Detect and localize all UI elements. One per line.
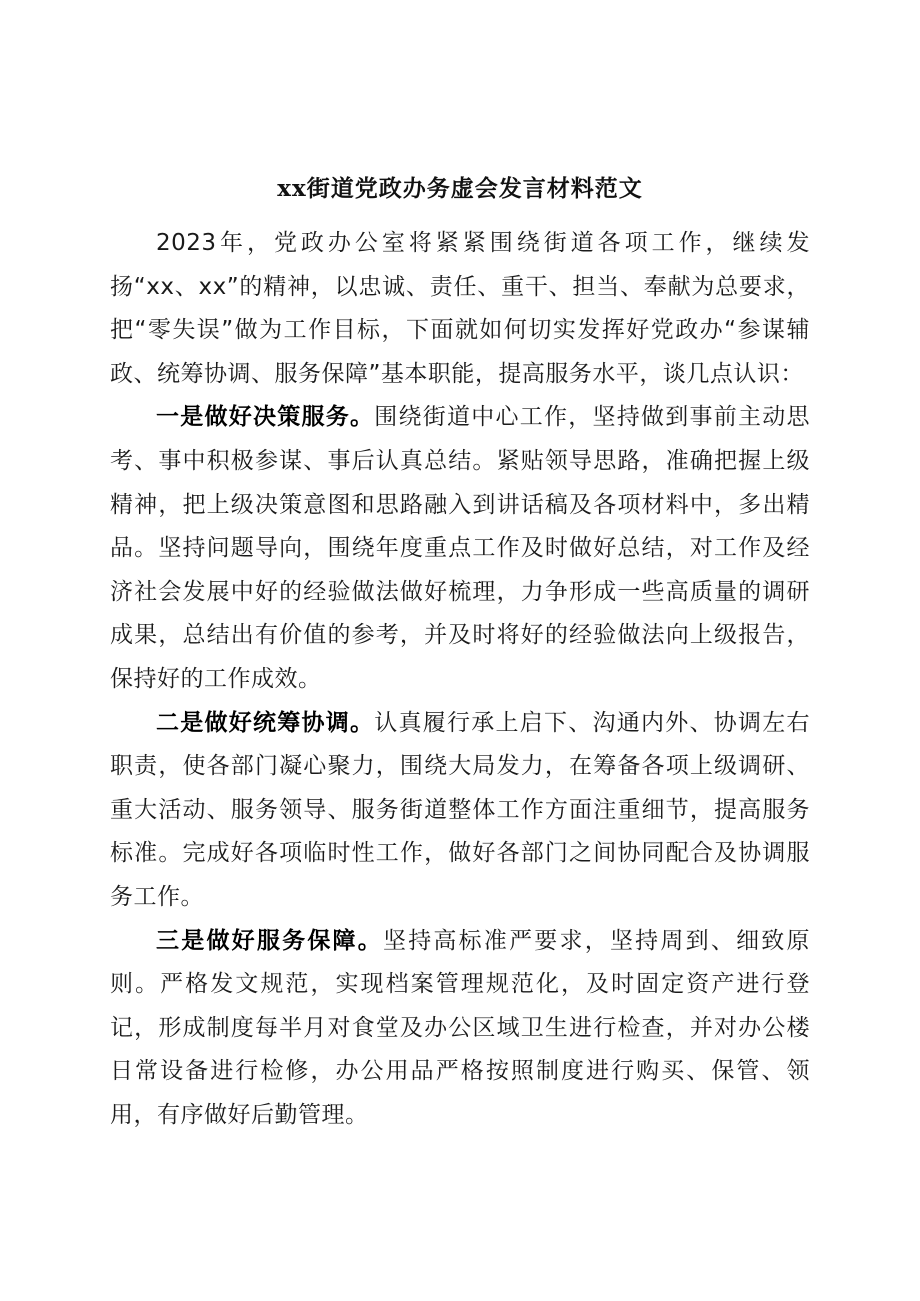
document-title: xx街道党政办务虚会发言材料范文 xyxy=(277,175,643,202)
section-heading-3: 三是做好服务保障。 xyxy=(156,927,383,954)
section-paragraph-3 xyxy=(110,920,810,1138)
document-body xyxy=(110,222,810,1137)
section-text-3: 坚持高标准严要求，坚持周到、细致原则。严格发文规范，实现档案管理规范化，及时固定资产进行登记，形成制度每半月对食堂及办公区域卫生进行检查，并对办公楼日常设备进行检修，办公用品严格按照制度进行购买、保管、领用，有序做好后勤管理。 xyxy=(110,927,811,1128)
intro-paragraph: 2023年，党政办公室将紧紧围绕街道各项工作，继续发扬“xx、xx”的精神，以忠诚、责任、重干、担当、奉献为总要求，把“零失误”做为工作目标，下面就如何切实发挥好党政办“参谋辅政、统筹协调、服务保障”基本职能，提高服务水平，谈几点认识： xyxy=(110,230,810,387)
section-paragraph-1 xyxy=(110,396,810,701)
section-heading-2: 二是做好统筹协调。 xyxy=(156,709,375,736)
section-text-1: 围绕街道中心工作，坚持做到事前主动思考、事中积极参谋、事后认真总结。紧贴领导思路，准确把握上级精神，把上级决策意图和思路融入到讲话稿及各项材料中，多出精品。坚持问题导向，围绕年度重点工作及时做好总结，对工作及经济社会发展中好的经验做法做好梳理，力争形成一些高质量的调研成果，总结出有价值的参考，并及时将好的经验做法向上级报告，保持好的工作成效。 xyxy=(110,404,810,692)
section-heading-1: 一是做好决策服务。 xyxy=(156,404,375,431)
section-paragraph-2 xyxy=(110,702,810,920)
section-text-2: 认真履行承上启下、沟通内外、协调左右职责，使各部门凝心聚力，围绕大局发力，在筹备各项上级调研、重大活动、服务领导、服务街道整体工作方面注重细节，提高服务标准。完成好各项临时性工作，做好各部门之间协同配合及协调服务工作。 xyxy=(110,709,810,910)
